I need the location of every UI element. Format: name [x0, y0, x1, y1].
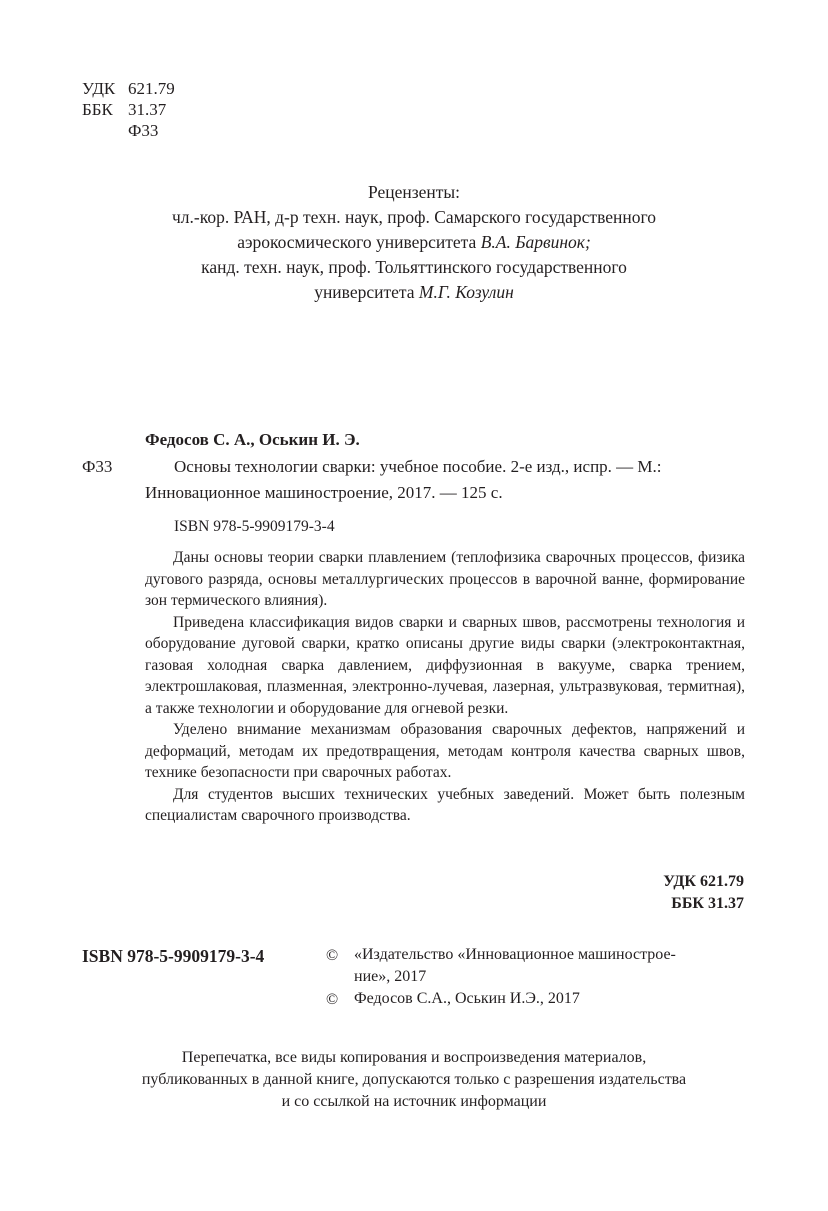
isbn-bold: ISBN 978-5-9909179-3-4: [82, 946, 265, 966]
bbk-value: 31.37: [128, 100, 167, 119]
card-title-line-1: Основы технологии сварки: учебное пособие. 2-е изд., испр. — М.:: [174, 457, 662, 476]
cutter-code: Ф33: [128, 121, 159, 140]
notice-line-1: Перепечатка, все виды копирования и воспроизведения материалов,: [181, 1049, 647, 1066]
reviewers-heading: Рецензенты:: [367, 182, 461, 202]
notice-line-3: и со ссылкой на источник информации: [281, 1093, 547, 1110]
reviewers-block: [60, 180, 768, 305]
abstract-paragraph: Даны основы теории сварки плавлением (теплофизика сварочных процессов, физика дугового разряда, основы металлургических процессов в варочной ванне, формирование зон термического влияния).: [145, 549, 745, 609]
abstract-paragraph: Для студентов высших технических учебных заведений. Может быть полезным специалистам сварочного производства.: [145, 785, 745, 824]
reviewer-2-line-1: канд. техн. наук, проф. Тольяттинского государственного: [201, 257, 627, 277]
udk-code: УДК 621.79: [663, 873, 744, 890]
copyright-publisher-line-1: «Издательство «Инновационное машинострое-: [354, 946, 676, 963]
reviewer-1-line-2: [60, 230, 768, 255]
reviewer-1-name: В.А. Барвинок;: [480, 232, 591, 252]
bbk-code: ББК 31.37: [671, 895, 744, 912]
reviewer-1-affiliation: аэрокосмического университета: [237, 232, 481, 252]
card-cutter: Ф33: [82, 457, 113, 476]
reviewer-2-line-2: [60, 280, 768, 305]
copyright-symbol: ©: [326, 991, 339, 1008]
reprint-notice: [60, 1047, 768, 1113]
notice-line-2: публикованных в данной книге, допускаются только с разрешения издательства: [141, 1071, 687, 1088]
card-isbn: ISBN 978-5-9909179-3-4: [174, 518, 335, 535]
card-authors: Федосов С. А., Оськин И. Э.: [145, 430, 360, 449]
udk-label: УДК: [82, 79, 116, 98]
abstract-paragraph: Приведена классификация видов сварки и сварных швов, рассмотрены технология и оборудование дуговой сварки, кратко описаны другие виды сварки (электроконтактная, газовая холодная сварка давлением, диффузионная в вакууме, сварка трением, электрошлаковая, плазменная, электронно-лучевая, лазерная, ультразвуковая, термитная), а также технологии и оборудование для огневой резки.: [145, 613, 745, 717]
copyright-publisher-line-2: ние», 2017: [354, 968, 427, 985]
reviewer-1-line-1: чл.-кор. РАН, д-р техн. наук, проф. Самарского государственного: [172, 207, 656, 227]
copyright-symbol: ©: [326, 947, 339, 964]
bbk-label: ББК: [82, 100, 113, 119]
copyright-authors: Федосов С.А., Оськин И.Э., 2017: [354, 990, 580, 1007]
card-title-line-2: Инновационное машиностроение, 2017. — 125 с.: [145, 483, 503, 502]
udk-value: 621.79: [128, 79, 175, 98]
reviewer-2-affiliation: университета: [314, 282, 419, 302]
abstract: [145, 547, 745, 827]
abstract-paragraph: Уделено внимание механизмам образования сварочных дефектов, напряжений и деформаций, методам их предотвращения, методам контроля качества сварных швов, технике безопасности при сварочных работах.: [145, 721, 745, 781]
reviewer-2-name: М.Г. Козулин: [418, 282, 514, 302]
